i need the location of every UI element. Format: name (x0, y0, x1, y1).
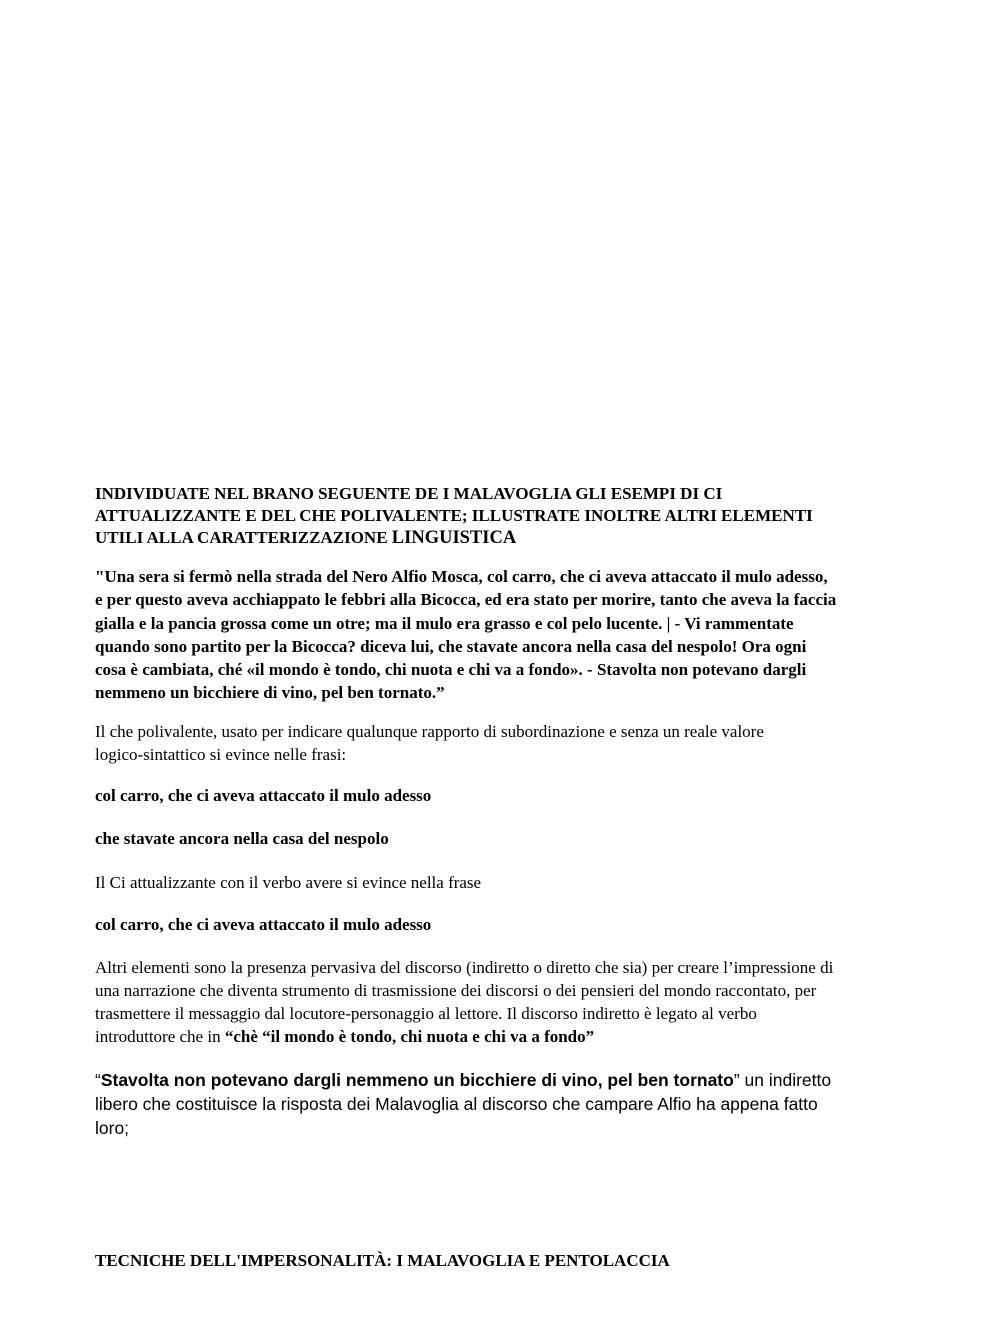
example-sentence: che stavate ancora nella casa del nespolo (95, 828, 389, 848)
section-title: TECNICHE DELL'IMPERSONALITÀ: I MALAVOGLIA E PENTOLACCIA (95, 1251, 670, 1270)
heading-line: UTILI ALLA CARATTERIZZAZIONE LINGUISTICA (95, 528, 517, 548)
quote-line: "Una sera si fermò nella strada del Nero Alfio Mosca, col carro, che ci aveva attaccato il mulo adesso, (95, 567, 828, 586)
document-body (95, 483, 915, 1140)
quote-line: gialla e la pancia grossa come un otre; ma il mulo era grasso e col pelo lucente. | - Vi rammentate (95, 613, 794, 633)
quote-line: nemmeno un bicchiere di vino, pel ben tornato.” (95, 683, 445, 703)
che-polivalente-paragraph: Il che polivalente, usato per indicare qualunque rapporto di subordinazione e senza un reale valore logico-sintattico si evince nelle frasi: (95, 721, 764, 764)
ci-attualizzante-paragraph: Il Ci attualizzante con il verbo avere si evince nella frase (95, 872, 482, 892)
quote-line: cosa è cambiata, ché «il mondo è tondo, chi nuota e chi va a fondo». - Stavolta non potevano dargli (95, 660, 807, 680)
altri-elementi-paragraph: Altri elementi sono la presenza pervasiva del discorso (indiretto o diretto che sia) per creare l’impressione di una narrazione che diventa strumento di trasmissione dei discorsi o dei pensieri del mondo raccontato, per trasmettere il messaggio dal locutore-personaggio al lettore. Il discorso indiretto è legato al verbo introduttore che in “chè “il mondo è tondo, chi nuota e chi va a fondo” (95, 957, 834, 1046)
quote-line: quando sono partito per la Bicocca? diceva lui, che stavate ancora nella casa del nespolo! Ora ogni (95, 636, 807, 656)
example-sentence: col carro, che ci aveva attaccato il mulo adesso (95, 785, 432, 805)
example-sentence: col carro, che ci aveva attaccato il mulo adesso (95, 914, 432, 934)
verga-quote (95, 565, 915, 705)
quote-line: e per questo aveva acchiappato le febbri alla Bicocca, ed era stato per morire, tanto che aveva la faccia (95, 590, 837, 610)
heading-line: INDIVIDUATE NEL BRANO SEGUENTE DE I MALAVOGLIA GLI ESEMPI DI CI (95, 484, 723, 503)
exercise-heading (95, 483, 915, 549)
heading-line: ATTUALIZZANTE E DEL CHE POLIVALENTE; ILLUSTRATE INOLTRE ALTRI ELEMENTI (95, 506, 813, 525)
indiretto-libero-paragraph: “Stavolta non potevano dargli nemmeno un bicchiere di vino, pel ben tornato” un indiretto libero che costituisce la risposta dei Malavoglia al discorso che campare Alfio ha appena fatto loro; (95, 1069, 832, 1138)
